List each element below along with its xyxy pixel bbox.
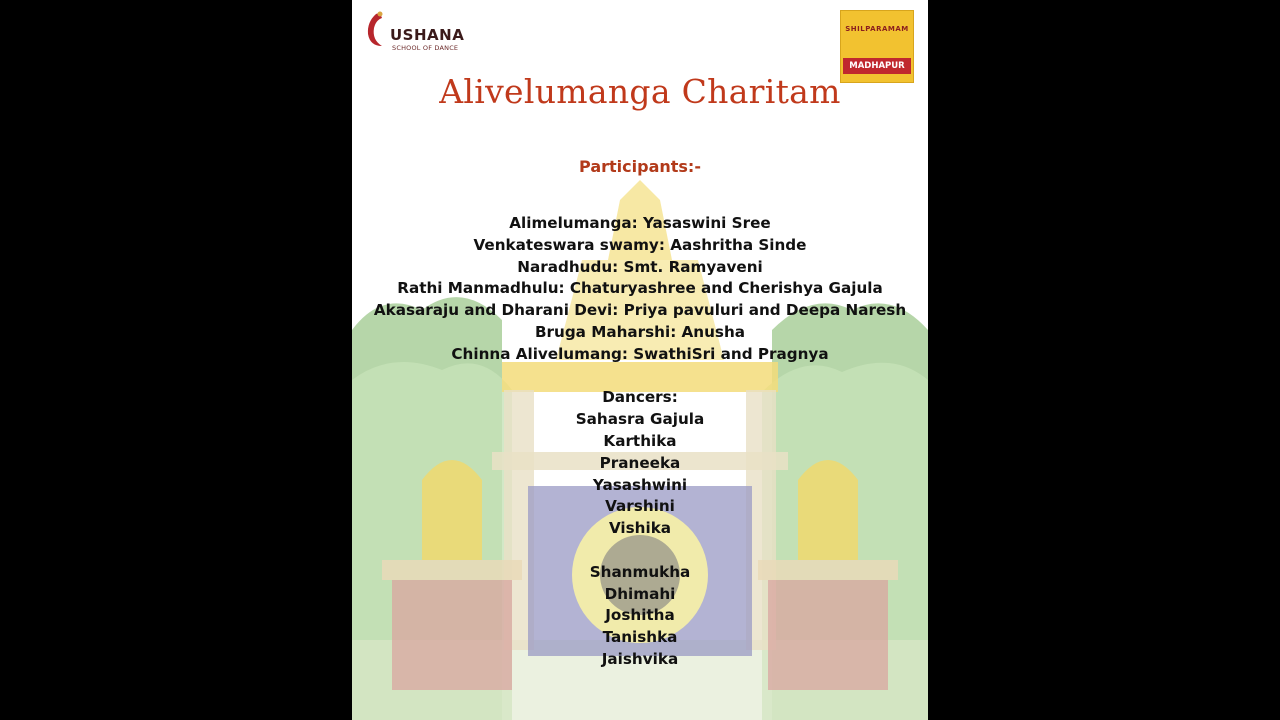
poster <box>352 0 928 720</box>
dancers-heading: Dancers: <box>602 388 678 407</box>
participant-line: Chinna Alivelumang: SwathiSri and Pragnya <box>451 344 829 363</box>
dancer-line: Joshitha <box>605 606 675 625</box>
ushana-brand-text: USHANA <box>390 26 465 44</box>
participant-line: Alimelumanga: Yasaswini Sree <box>509 214 771 232</box>
credits-list <box>352 213 928 671</box>
dancer-line: Praneeka <box>599 453 681 472</box>
dancer-line: Varshini <box>605 497 675 516</box>
dancer-line: Karthika <box>603 431 677 450</box>
dancer-line: Dhimahi <box>604 584 676 603</box>
dancer-emblem-icon <box>362 10 392 50</box>
participant-line: Venkateswara swamy: Aashritha Sinde <box>473 235 807 254</box>
madhapur-band: MADHAPUR <box>843 58 911 74</box>
dancer-line: Yasashwini <box>592 475 688 494</box>
dancer-line: Tanishka <box>602 628 678 647</box>
ushana-logo <box>362 8 472 54</box>
participant-line: Bruga Maharshi: Anusha <box>534 322 746 341</box>
dancer-line: Sahasra Gajula <box>575 410 705 429</box>
ushana-sub-text: SCHOOL OF DANCE <box>392 44 459 52</box>
dancer-line: Shanmukha <box>589 562 691 581</box>
dancer-line: Jaishvika <box>601 649 679 668</box>
dancer-line: Vishika <box>608 519 672 538</box>
participants-heading: Participants:- <box>579 157 701 176</box>
participant-line: Naradhudu: Smt. Ramyaveni <box>517 257 763 276</box>
participant-line: Akasaraju and Dharani Devi: Priya pavuluri and Deepa Naresh <box>373 301 907 320</box>
shilparamam-text: SHILPARAMAM <box>845 25 909 33</box>
participant-line: Rathi Manmadhulu: Chaturyashree and Cherishya Gajula <box>397 279 883 298</box>
page-title: Alivelumanga Charitam <box>439 72 841 111</box>
